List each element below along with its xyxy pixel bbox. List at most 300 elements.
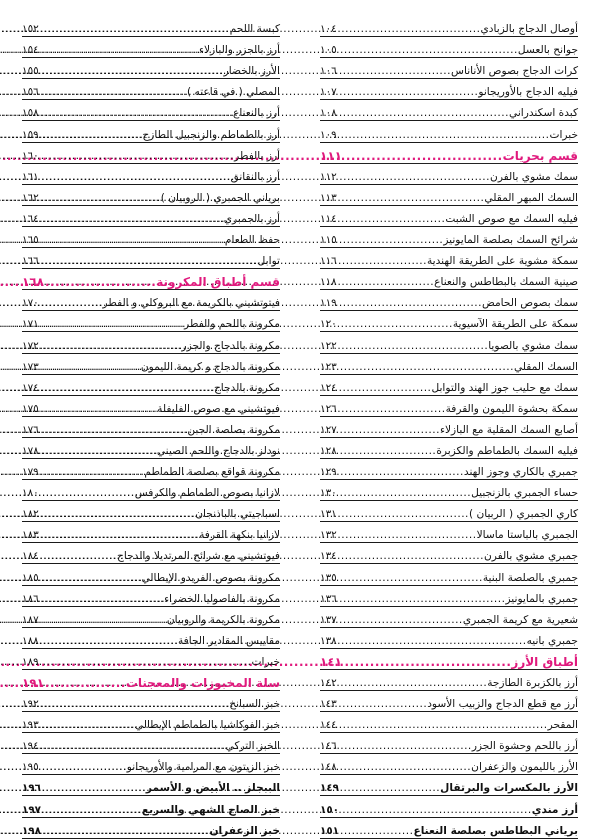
entry-title: جمبري بانيه bbox=[526, 634, 578, 647]
entry-title: مكرونة بالدجاج و كريمة الليمون bbox=[140, 360, 280, 373]
dot-leader bbox=[337, 65, 451, 78]
page-number: ١٥٤ bbox=[22, 44, 39, 57]
dot-leader bbox=[337, 719, 548, 732]
page-number: ١٣٠ bbox=[320, 487, 337, 500]
entry-title: سمك مشوي بالصويا bbox=[488, 339, 578, 352]
page-number: ١٤٩ bbox=[320, 782, 340, 795]
dot-leader bbox=[39, 23, 230, 36]
dot-leader bbox=[39, 508, 196, 521]
entry-title: سمك مشوي بالفرن bbox=[490, 170, 578, 183]
toc-column-left bbox=[22, 16, 280, 839]
page-number: ١٩٥ bbox=[22, 761, 39, 774]
dot-leader bbox=[39, 318, 184, 331]
dot-leader bbox=[337, 740, 472, 753]
dot-leader bbox=[337, 23, 481, 36]
page-number: ١٦٢ bbox=[22, 191, 39, 204]
toc-entry bbox=[320, 100, 578, 121]
entry-title: جوانح بالعسل bbox=[517, 44, 578, 57]
toc-entry bbox=[22, 121, 280, 142]
entry-title: الببجلز .. الأبيض و الأسمر bbox=[145, 782, 280, 795]
toc-entry bbox=[320, 227, 578, 248]
page-number: ١٣٤ bbox=[320, 550, 337, 563]
page-number: ١٦٦ bbox=[22, 255, 39, 268]
entry-title: أرز بالنقانق bbox=[230, 170, 280, 183]
dot-leader bbox=[39, 107, 233, 120]
page-number: ١١٩ bbox=[320, 297, 337, 310]
page-number: ١٤٤ bbox=[320, 719, 337, 732]
toc-entry bbox=[22, 100, 280, 121]
page-number: ١٩٢ bbox=[22, 698, 39, 711]
dot-leader bbox=[342, 150, 503, 163]
toc-entry bbox=[22, 438, 280, 459]
page-number: ١٨٩ bbox=[22, 655, 39, 668]
toc-entry bbox=[22, 522, 280, 543]
dot-leader bbox=[39, 340, 182, 353]
entry-title: خبز الزعفران bbox=[209, 824, 280, 837]
toc-entry bbox=[320, 754, 578, 775]
toc-entry bbox=[22, 375, 280, 396]
toc-entry bbox=[22, 691, 280, 712]
page-number: ١١٢ bbox=[320, 170, 337, 183]
entry-title: السمك المقلي bbox=[513, 360, 578, 373]
toc-entry bbox=[22, 733, 280, 754]
page-number: ١٦١ bbox=[22, 170, 39, 183]
toc-entry bbox=[320, 438, 578, 459]
toc-entry bbox=[22, 37, 280, 58]
entry-title: أرز مع قطع الدجاج والزبيب الأسود bbox=[427, 698, 578, 711]
dot-leader bbox=[337, 508, 469, 521]
toc-entry bbox=[22, 248, 280, 269]
toc-entry bbox=[320, 58, 578, 79]
toc-entry bbox=[320, 248, 578, 269]
dot-leader bbox=[39, 255, 258, 268]
toc-entry bbox=[320, 164, 578, 185]
toc-entry bbox=[22, 712, 280, 733]
toc-entry bbox=[320, 691, 578, 712]
dot-leader bbox=[39, 65, 224, 78]
toc-entry bbox=[22, 649, 280, 670]
entry-title: أرز بالفطر bbox=[234, 149, 280, 162]
entry-title: مكرونة باللحم والفطر bbox=[184, 318, 280, 331]
page-number: ١٠٥ bbox=[320, 44, 337, 57]
toc-section-heading bbox=[320, 649, 578, 670]
toc-entry bbox=[22, 332, 280, 353]
dot-leader bbox=[39, 445, 157, 458]
dot-leader bbox=[337, 318, 453, 331]
entry-title: مكرونة بالكريمة والروبيان bbox=[166, 613, 280, 626]
page-number: ١٨٢ bbox=[22, 508, 39, 521]
entry-title: مكرونة بالدجاج والجزر bbox=[181, 339, 280, 352]
page-number: ١٣١ bbox=[320, 508, 337, 521]
toc-entry bbox=[320, 564, 578, 585]
page-number: ١٢٧ bbox=[320, 423, 337, 436]
toc-entry bbox=[320, 480, 578, 501]
entry-title: حساء الجمبري بالزنجبيل bbox=[471, 487, 578, 500]
entry-title: مكرونة بالدجاج bbox=[213, 381, 280, 394]
page-number: ١١٦ bbox=[320, 255, 337, 268]
page-number: ١٣٥ bbox=[320, 571, 337, 584]
dot-leader bbox=[337, 382, 432, 395]
entry-title: خبرات bbox=[549, 128, 578, 141]
dot-leader bbox=[337, 234, 444, 247]
dot-leader bbox=[337, 276, 434, 289]
entry-title: سمكة بحشوة الليمون والقرفة bbox=[445, 402, 578, 415]
page-number: ١٨٥ bbox=[22, 571, 39, 584]
page-number: ١٢٩ bbox=[320, 466, 337, 479]
dot-leader bbox=[39, 740, 226, 753]
toc-entry bbox=[320, 16, 578, 37]
dot-leader bbox=[337, 550, 484, 563]
entry-title: خبز السبانخ bbox=[229, 698, 280, 711]
dot-leader bbox=[337, 635, 527, 648]
dot-leader bbox=[337, 297, 482, 310]
dot-leader bbox=[41, 804, 142, 817]
toc-entry bbox=[320, 733, 578, 754]
dot-leader bbox=[39, 403, 157, 416]
dot-leader bbox=[39, 213, 224, 226]
toc-entry bbox=[22, 564, 280, 585]
toc-entry bbox=[22, 628, 280, 649]
page-number: ١٨٣ bbox=[22, 529, 39, 542]
page-number: ١٦٤ bbox=[22, 212, 39, 225]
dot-leader bbox=[39, 424, 188, 437]
entry-title: فيوتشيني مع صوص الفليفلة bbox=[157, 402, 280, 415]
page-number: ١٣٢ bbox=[320, 529, 337, 542]
dot-leader bbox=[39, 297, 103, 310]
entry-title: فيليه السمك مع صوص الشبت bbox=[445, 212, 578, 225]
dot-leader bbox=[39, 129, 143, 142]
toc-entry bbox=[22, 586, 280, 607]
toc-entry bbox=[320, 796, 578, 817]
page-number: ١٩٣ bbox=[22, 719, 39, 732]
dot-leader bbox=[337, 593, 506, 606]
entry-title: مكرونة بصوص الفريدو الإيطالي bbox=[141, 571, 280, 584]
entry-title: الخبز التركي bbox=[225, 740, 280, 753]
entry-title: جمبري مشوي بالفرن bbox=[483, 550, 578, 563]
dot-leader bbox=[337, 466, 464, 479]
entry-title: شعيرية مع كريمة الجمبري bbox=[462, 613, 578, 626]
page-number: ١٢٢ bbox=[320, 339, 337, 352]
dot-leader bbox=[39, 487, 135, 500]
page-number: ١٤٣ bbox=[320, 698, 337, 711]
page-number: ١٥٦ bbox=[22, 86, 39, 99]
entry-title: توابل bbox=[257, 255, 280, 268]
dot-leader bbox=[342, 656, 511, 669]
page-number: ١٧٩ bbox=[22, 466, 39, 479]
section-title: أطباق الأرز bbox=[511, 654, 578, 669]
entry-title: فيتوتشيني بالكريمة مع البروكلي و الفطر bbox=[102, 297, 280, 310]
toc-section-heading bbox=[320, 143, 578, 164]
page-number: ١٨٦ bbox=[22, 592, 39, 605]
page-number: ١٤٢ bbox=[320, 677, 337, 689]
toc-entry bbox=[22, 206, 280, 227]
entry-title: حفظ الطعام bbox=[224, 234, 280, 247]
entry-title: جمبري بالصلصة البنية bbox=[482, 571, 578, 584]
dot-leader bbox=[39, 171, 231, 184]
toc-entry bbox=[320, 206, 578, 227]
entry-title: أرز بالطماطم والزنجبيل الطازج bbox=[142, 128, 280, 141]
toc-column-right bbox=[320, 16, 578, 839]
entry-title: سمك بصوص الحامض bbox=[482, 297, 578, 310]
dot-leader bbox=[337, 107, 509, 120]
page-number: ١٧٣ bbox=[22, 360, 39, 373]
toc-entry bbox=[320, 121, 578, 142]
toc-entry bbox=[320, 290, 578, 311]
page-number: ١٧٢ bbox=[22, 339, 39, 352]
page-number: ١٢٤ bbox=[320, 381, 337, 394]
toc-entry bbox=[320, 375, 578, 396]
dot-leader bbox=[39, 593, 164, 606]
toc-entry bbox=[320, 269, 578, 290]
dot-leader bbox=[39, 361, 141, 374]
entry-title: اسباجيتي بالباذنجان bbox=[195, 508, 280, 521]
entry-title: خبز الفوكاشيا بالطماطم الإيطالي bbox=[134, 719, 280, 732]
dot-leader bbox=[337, 445, 437, 458]
entry-title: سمكة مشوية على الطريقة الهندية bbox=[426, 255, 578, 268]
page-number: ١١١ bbox=[320, 148, 342, 163]
toc-entry bbox=[22, 143, 280, 164]
entry-title: كاري الجمبري ( الربيان ) bbox=[468, 508, 578, 521]
entry-title: الجمبري بالباستا ماسالا bbox=[476, 529, 578, 542]
dot-leader bbox=[337, 487, 471, 500]
toc-section-heading bbox=[22, 269, 280, 290]
toc-entry bbox=[22, 417, 280, 438]
toc-entry bbox=[22, 754, 280, 775]
dot-leader bbox=[337, 403, 446, 416]
page-number: ١٣٦ bbox=[320, 592, 337, 605]
dot-leader bbox=[39, 698, 229, 711]
dot-leader bbox=[44, 276, 156, 289]
page-number: ١٧١ bbox=[22, 318, 39, 331]
toc-section-heading bbox=[22, 670, 280, 691]
entry-title: السمك المبهر المقلي bbox=[484, 191, 578, 204]
page-number: ١٢٨ bbox=[320, 444, 337, 457]
page-number: ١٠٩ bbox=[320, 128, 337, 141]
entry-title: نودلز بالدجاج واللحم الصيني bbox=[156, 444, 280, 457]
dot-leader bbox=[339, 825, 413, 838]
dot-leader bbox=[337, 129, 550, 142]
dot-leader bbox=[39, 382, 214, 395]
section-title: قسم بحريات bbox=[502, 148, 578, 163]
toc-entry bbox=[22, 396, 280, 417]
entry-title: أرز بالكزبرة الطازجة bbox=[487, 677, 578, 689]
toc-entry bbox=[22, 796, 280, 817]
entry-title: المصلي ( في قاعته ) bbox=[187, 86, 280, 99]
page-number: ١٨٠ bbox=[22, 487, 39, 500]
entry-title: كبسة اللحم bbox=[229, 23, 280, 36]
entry-title: جمبري بالكاري وجوز الهند bbox=[463, 466, 578, 479]
toc-entry bbox=[320, 459, 578, 480]
dot-leader bbox=[337, 340, 488, 353]
page-number: ١٥٥ bbox=[22, 65, 39, 78]
dot-leader bbox=[337, 361, 514, 374]
toc-entry bbox=[22, 16, 280, 37]
page-number: ١٩٤ bbox=[22, 740, 39, 753]
page-number: ١٨٨ bbox=[22, 634, 39, 647]
page-number: ١٩١ bbox=[22, 676, 44, 690]
dot-leader bbox=[337, 614, 463, 627]
toc-entry bbox=[320, 607, 578, 628]
toc-entry bbox=[320, 332, 578, 353]
dot-leader bbox=[39, 529, 199, 542]
entry-title: فيليه السمك بالطماطم والكزبرة bbox=[436, 444, 578, 457]
toc-entry bbox=[22, 311, 280, 332]
page-number: ١٦٠ bbox=[22, 149, 39, 162]
toc-entry bbox=[320, 712, 578, 733]
page-number: ١٥٠ bbox=[320, 803, 340, 816]
toc-entry bbox=[320, 354, 578, 375]
page-number: ١٤٦ bbox=[320, 740, 337, 753]
entry-title: برياني الجمبري ( الروبيان ) bbox=[160, 191, 280, 204]
toc-entry bbox=[320, 586, 578, 607]
dot-leader bbox=[39, 572, 142, 585]
entry-title: أرز باللحم وحشوة الجزر bbox=[471, 740, 578, 753]
dot-leader bbox=[339, 804, 532, 817]
dot-leader bbox=[337, 572, 483, 585]
dot-leader bbox=[39, 614, 167, 627]
entry-title: مكرونة بصلصة الجبن bbox=[187, 423, 280, 436]
page-number: ١٨٤ bbox=[22, 550, 39, 563]
entry-title: لازانيا بصوص الطماطم والكرفس bbox=[134, 487, 280, 500]
toc-entry bbox=[320, 185, 578, 206]
page-number: ١٨٧ bbox=[22, 613, 39, 626]
entry-title: خبز الزيتون مع المرامية والأوريجانو bbox=[126, 761, 280, 774]
page-number: ١٢٣ bbox=[320, 360, 337, 373]
entry-title: خبرات bbox=[251, 655, 280, 668]
toc-entry bbox=[22, 290, 280, 311]
entry-title: أصابع السمك المقلية مع البازلاء bbox=[440, 423, 578, 436]
dot-leader bbox=[39, 44, 199, 57]
dot-leader bbox=[337, 255, 427, 268]
toc-entry bbox=[22, 775, 280, 796]
toc-entry bbox=[22, 607, 280, 628]
page-number: ١٦٥ bbox=[22, 234, 39, 247]
dot-leader bbox=[337, 529, 477, 542]
dot-leader bbox=[337, 171, 490, 184]
page-number: ١٣٨ bbox=[320, 634, 337, 647]
dot-leader bbox=[39, 635, 178, 648]
page-number: ١٧٥ bbox=[22, 402, 39, 415]
page-number: ١٤١ bbox=[320, 654, 342, 669]
toc-entry bbox=[320, 775, 578, 796]
entry-title: فيليه الدجاج بالأوريجانو bbox=[478, 86, 578, 99]
dot-leader bbox=[337, 192, 485, 205]
page-number: ١٠٤ bbox=[320, 23, 337, 36]
entry-title: أرز بالجمبري bbox=[223, 212, 280, 225]
toc-entry bbox=[22, 164, 280, 185]
section-title: قسم أطباق المكرونة bbox=[156, 275, 280, 290]
dot-leader bbox=[41, 825, 209, 838]
dot-leader bbox=[41, 782, 146, 795]
page-number: ١٥٢ bbox=[22, 23, 39, 36]
toc-entry bbox=[22, 227, 280, 248]
dot-leader bbox=[39, 656, 252, 669]
dot-leader bbox=[39, 761, 127, 774]
page-number: ١١٨ bbox=[320, 276, 337, 289]
page-number: ١٤٨ bbox=[320, 761, 337, 774]
page-number: ١٠٨ bbox=[320, 107, 337, 120]
toc-entry bbox=[320, 543, 578, 564]
page-number: ١٦٨ bbox=[22, 275, 44, 290]
entry-title: سمكة على الطريقة الآسيوية bbox=[452, 318, 578, 331]
page-number: ١٩٨ bbox=[22, 824, 42, 837]
dot-leader bbox=[39, 234, 225, 247]
dot-leader bbox=[337, 44, 518, 57]
entry-title: مكرونة بالفاصوليا الخضراء bbox=[164, 592, 280, 605]
entry-title: جمبري بالمايونيز bbox=[505, 592, 578, 605]
toc-entry bbox=[22, 79, 280, 100]
page-number: ١٧٦ bbox=[22, 423, 39, 436]
page-number: ١٩٦ bbox=[22, 782, 42, 795]
dot-leader bbox=[39, 150, 234, 163]
entry-title: لازانيا بنكهة القرفة bbox=[199, 529, 280, 542]
toc-entry bbox=[22, 501, 280, 522]
entry-title: خبز الصاج الشهي والسريع bbox=[141, 803, 280, 816]
entry-title: كبدة اسكندراني bbox=[509, 107, 578, 120]
entry-title: كرات الدجاج بصوص الأناناس bbox=[451, 65, 578, 78]
entry-title: الأرز بالليمون والزعفران bbox=[471, 761, 578, 774]
entry-title: فيوتشيني مع شرائح المرتديلا والدجاج bbox=[117, 550, 280, 563]
page-number: ١٠٦ bbox=[320, 65, 337, 78]
entry-title: الأرز بالمكسرات والبرتقال bbox=[440, 782, 578, 795]
entry-title: مكرونة قواقع بصلصة الطماطم bbox=[144, 466, 280, 479]
toc-entry bbox=[320, 79, 578, 100]
toc-entry bbox=[22, 480, 280, 501]
dot-leader bbox=[337, 761, 471, 774]
dot-leader bbox=[339, 782, 440, 795]
toc-entry bbox=[22, 185, 280, 206]
entry-title: أرز بالجزر والبازلاء bbox=[199, 44, 280, 57]
dot-leader bbox=[39, 719, 135, 732]
toc-entry bbox=[22, 543, 280, 564]
page-number: ١٧٤ bbox=[22, 381, 39, 394]
entry-title: برياني البطاطس بصلصة النعناع bbox=[413, 824, 578, 837]
entry-title: صينية السمك بالبطاطس والنعناع bbox=[434, 276, 578, 289]
page-number: ١٥١ bbox=[320, 824, 340, 837]
toc-entry bbox=[320, 522, 578, 543]
toc-entry bbox=[320, 818, 578, 839]
toc-entry bbox=[320, 37, 578, 58]
dot-leader bbox=[337, 424, 440, 437]
entry-title: شرائح السمك بصلصة المايونيز bbox=[443, 234, 578, 247]
toc-entry bbox=[22, 818, 280, 839]
toc-entry bbox=[320, 417, 578, 438]
toc-entry bbox=[22, 459, 280, 480]
dot-leader bbox=[337, 677, 487, 690]
entry-title: مقاييس المقادير الجافة bbox=[177, 634, 280, 647]
page-number: ١٠٧ bbox=[320, 86, 337, 99]
page-number: ١٣٧ bbox=[320, 613, 337, 626]
toc-entry bbox=[22, 58, 280, 79]
toc-entry bbox=[320, 628, 578, 649]
page-number: ١٥٩ bbox=[22, 128, 39, 141]
entry-title: المقحر bbox=[547, 719, 578, 732]
page-number: ١٥٨ bbox=[22, 107, 39, 120]
page-number: ١١٤ bbox=[320, 212, 337, 225]
toc-entry bbox=[320, 670, 578, 691]
dot-leader bbox=[39, 466, 145, 479]
page-number: ١١٣ bbox=[320, 191, 337, 204]
toc-entry bbox=[320, 396, 578, 417]
page-number: ١٢٦ bbox=[320, 402, 337, 415]
entry-title: أرز مندي bbox=[531, 803, 578, 816]
entry-title: أوصال الدجاج بالزبادي bbox=[480, 23, 578, 36]
entry-title: سمك مع حليب جوز الهند والتوابل bbox=[431, 381, 578, 394]
page-number: ١٢٠ bbox=[320, 318, 337, 331]
toc-entry bbox=[320, 311, 578, 332]
page-number: ١٩٧ bbox=[22, 803, 42, 816]
page-number: ١٧٠ bbox=[22, 297, 39, 310]
